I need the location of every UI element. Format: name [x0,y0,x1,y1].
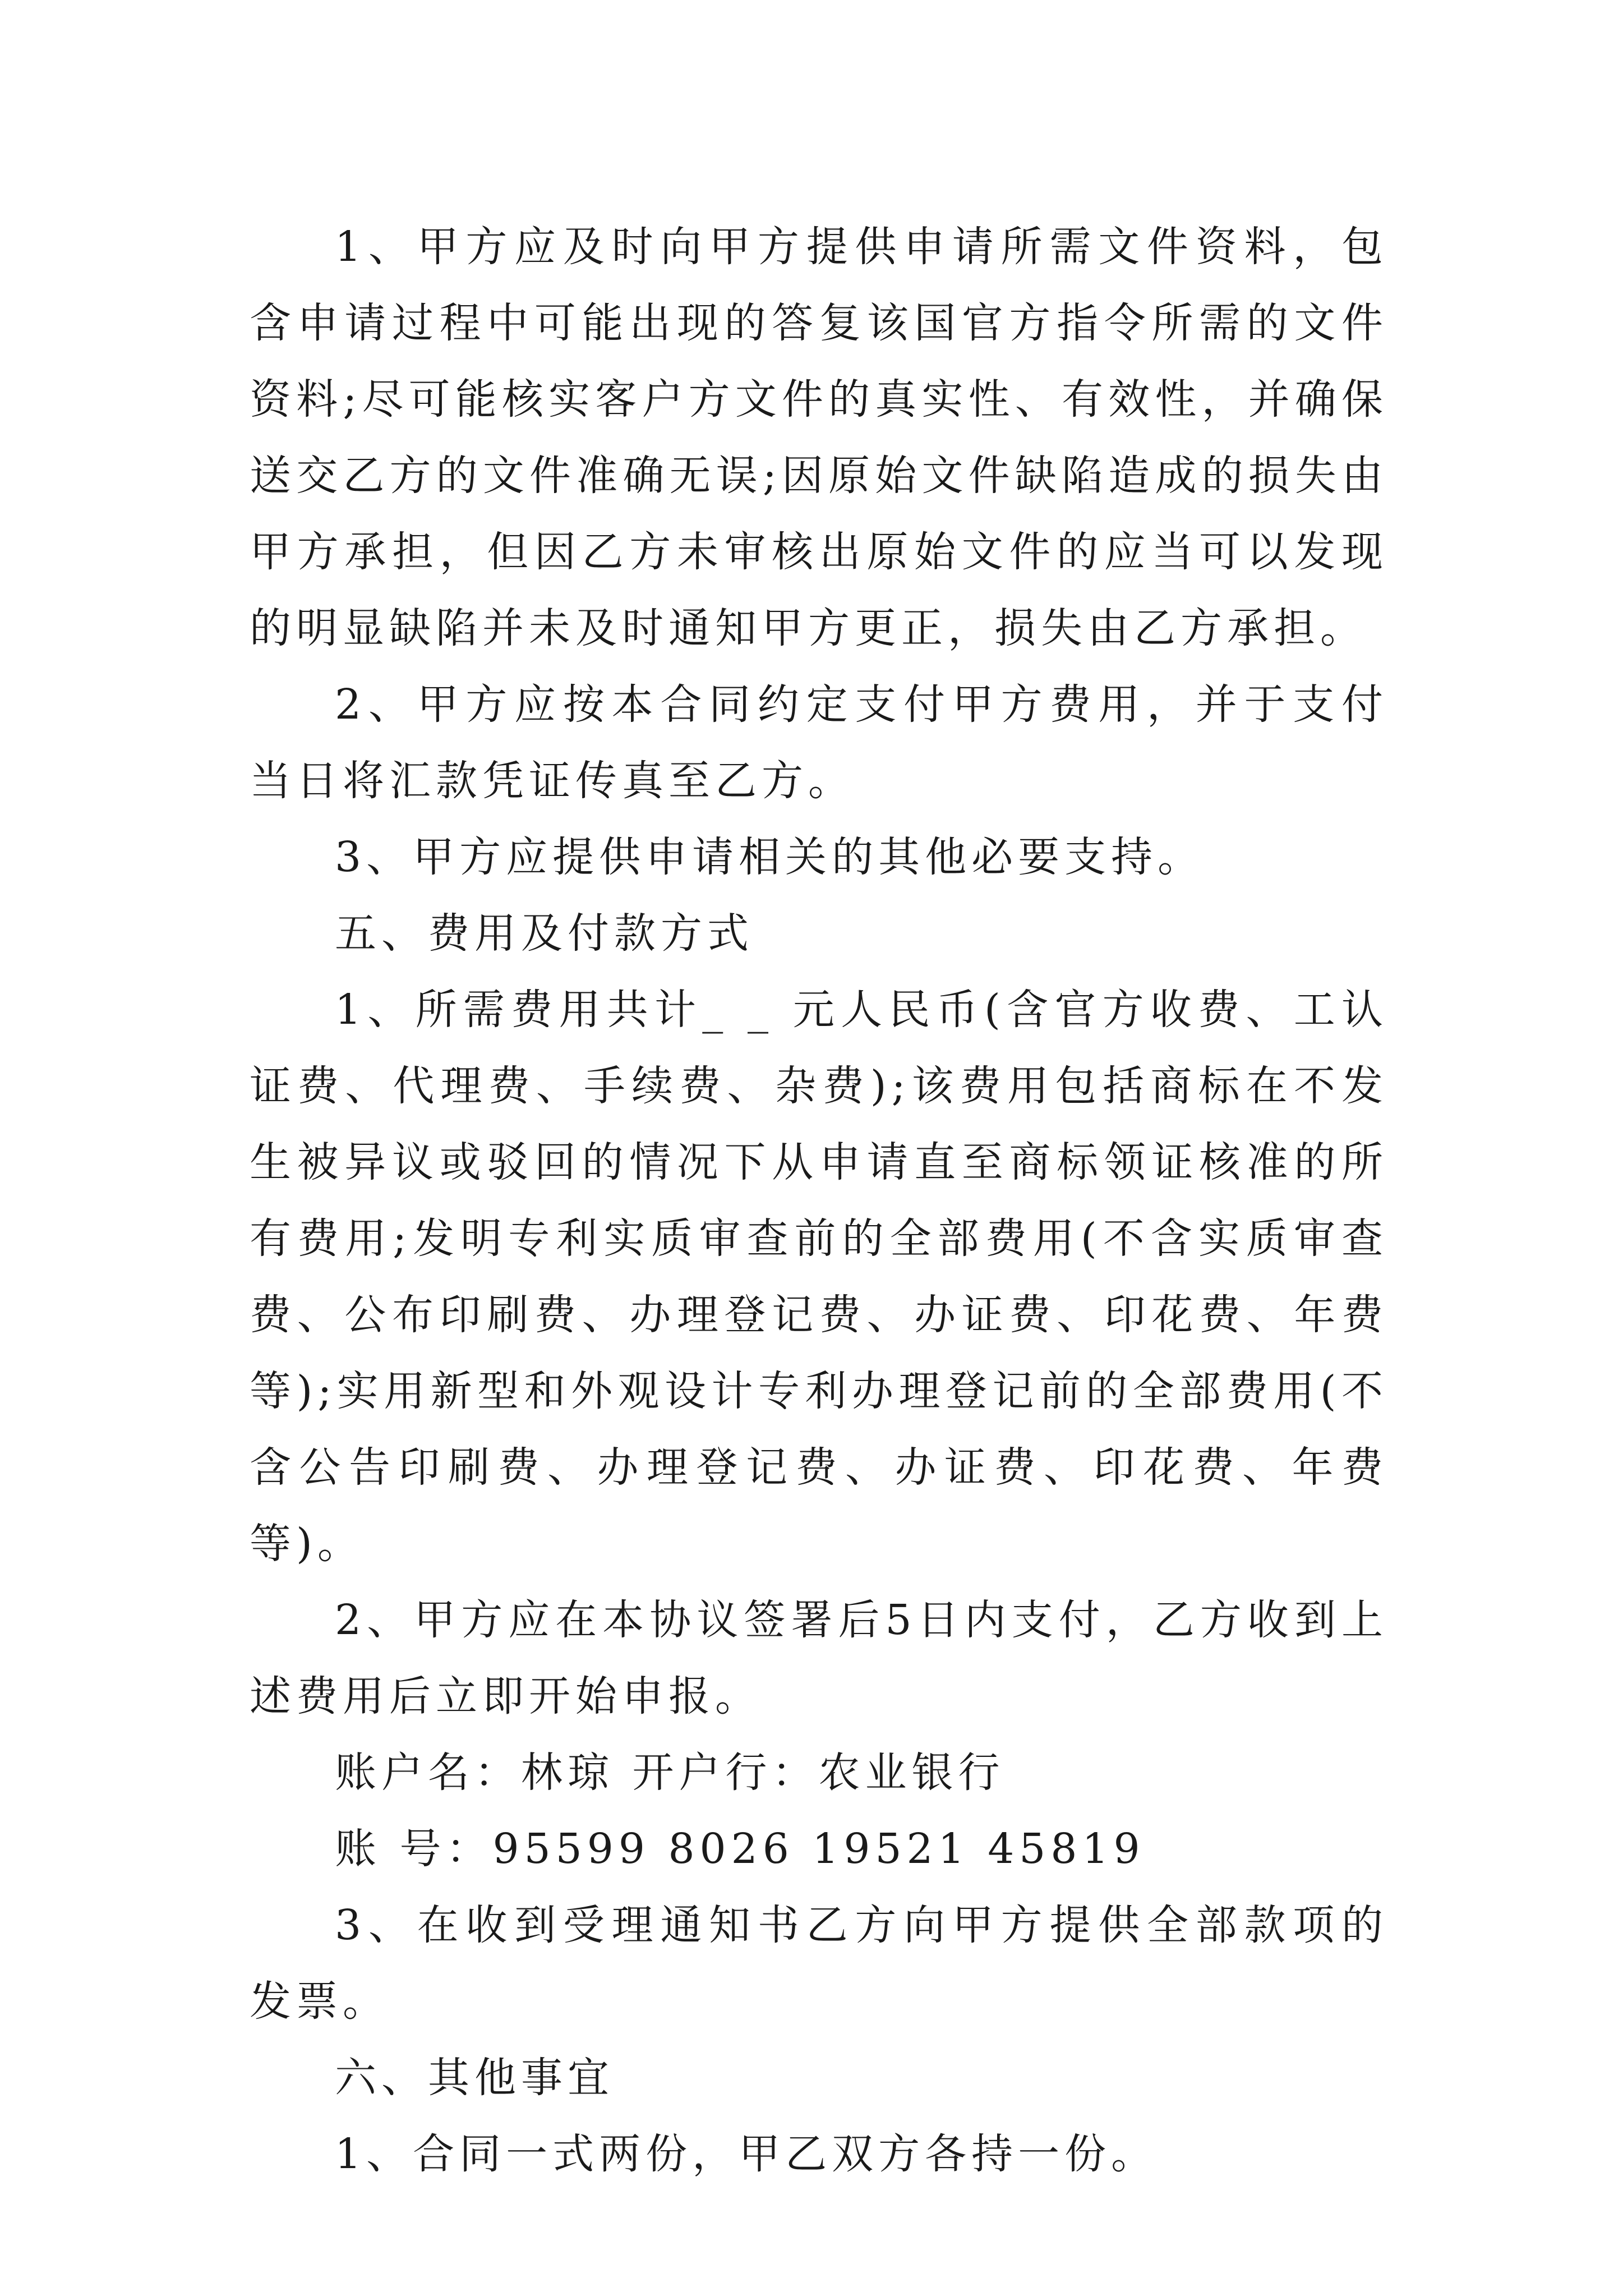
paragraph-other-1: 1、合同一式两份，甲乙双方各持一份。 [335,2130,1158,2178]
document-body [250,209,1388,2192]
paragraph-party-a-obligation-1: 1、甲方应及时向甲方提供申请所需文件资料，包含申请过程中可能出现的答复该国官方指令所需的文件资料;尽可能核实客户方文件的真实性、有效性，并确保送交乙方的文件准确无误;因原始文件缺陷造成的损失由甲方承担，但因乙方未审核出原始文件的应当可以发现的明显缺陷并未及时通知甲方更正，损失由乙方承担。 [250,223,1388,652]
account-number-line: 账 号：95599 8026 19521 45819 [335,1825,1145,1873]
paragraph-fees-2: 2、甲方应在本协议签署后5日内支付，乙方收到上述费用后立即开始申报。 [250,1596,1388,1720]
section-heading-other: 六、其他事宜 [335,2054,614,2102]
paragraph-fees-1: 1、所需费用共计_ _ 元人民币(含官方收费、工认证费、代理费、手续费、杂费);该费用包括商标在不发生被异议或驳回的情况下从申请直至商标领证核准的所有费用;发明专利实质审查前的全部费用(不含实质审查费、公布印刷费、办理登记费、办证费、印花费、年费等);实用新型和外观设计专利办理登记前的全部费用(不含公告印刷费、办理登记费、办证费、印花费、年费等)。 [250,986,1388,1568]
paragraph-fees-3: 3、在收到受理通知书乙方向甲方提供全部款项的发票。 [250,1901,1388,2026]
paragraph-party-a-obligation-3: 3、甲方应提供申请相关的其他必要支持。 [335,833,1205,881]
account-name-line: 账户名：林琼 开户行：农业银行 [335,1749,1005,1797]
paragraph-party-a-obligation-2: 2、甲方应按本合同约定支付甲方费用，并于支付当日将汇款凭证传真至乙方。 [250,680,1388,805]
section-heading-fees: 五、费用及付款方式 [335,909,754,958]
